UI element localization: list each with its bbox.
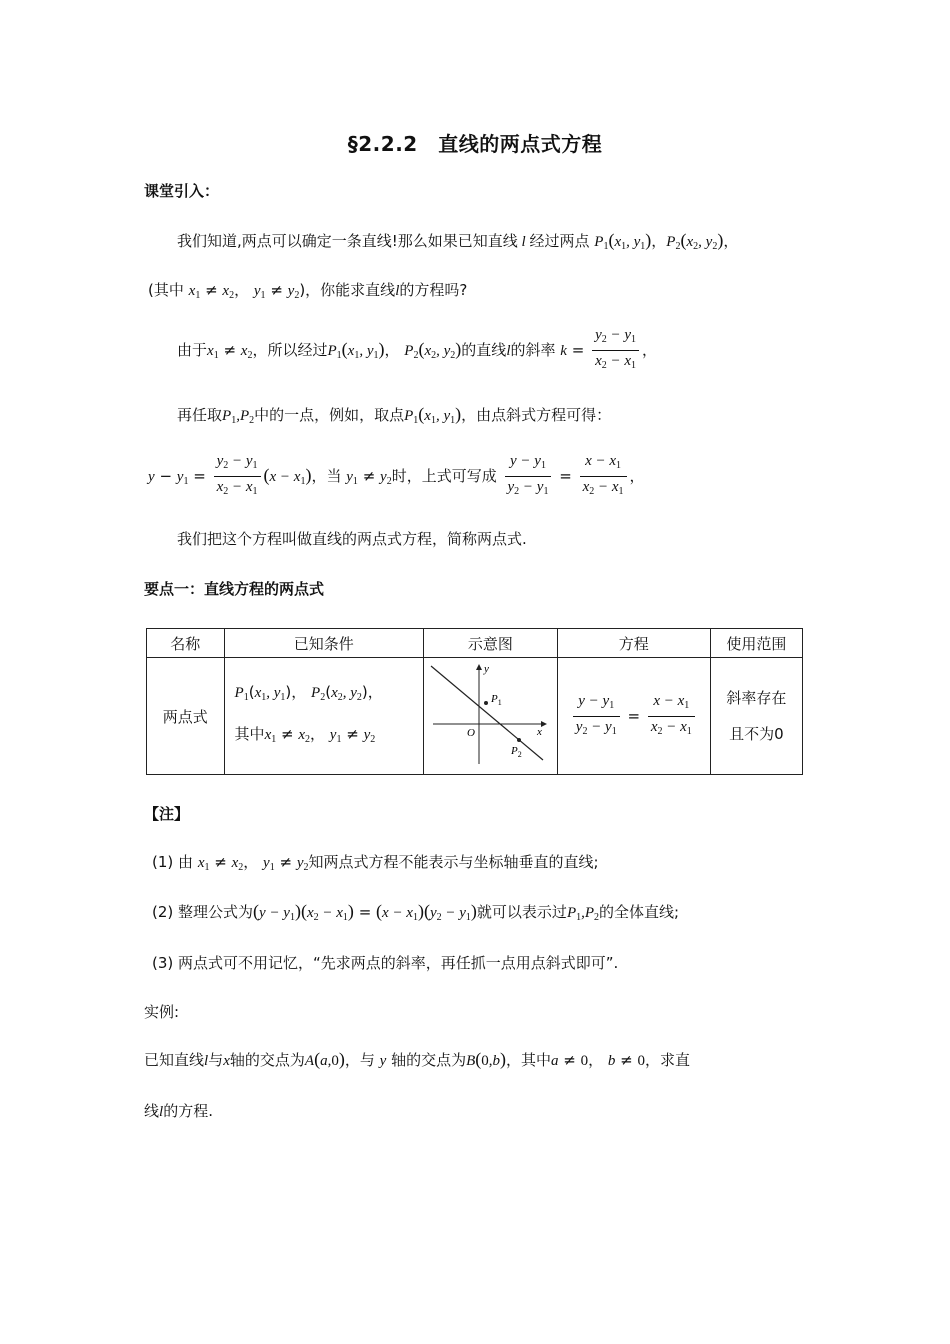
example-h: 线: [144, 1102, 160, 1120]
keypoint-heading: 要点一：直线方程的两点式: [144, 580, 325, 598]
intro-paragraph-2: (其中 $x_1 \ne x_2$， $y_1 \ne y_2$)，你能求直线l的方程吗?: [148, 281, 468, 301]
example-c: 轴的交点为: [229, 1051, 305, 1069]
intro-p3-d: 的斜率: [510, 341, 556, 359]
intro-heading: 课堂引入：: [144, 182, 220, 200]
y-label: y: [483, 663, 489, 675]
example-line-1: 已知直线l与x轴的交点为A(a,0)，与 y 轴的交点为B(0,b)，其中a ≠ 0， b ≠ 0，求直: [144, 1049, 691, 1069]
table-cell-condition: $P_1(x_1$, $y_1$)， $P_2(x_2$, $y_2$)， 其中$x_1 \ne x_2$， $y_1 \ne y_2$: [224, 658, 423, 775]
intro-p3-c: 的直线: [461, 341, 507, 359]
p2-label: $P_2$: [510, 745, 522, 759]
table-cell-name: 两点式: [147, 658, 225, 775]
origin-label: O: [466, 727, 475, 739]
p1-label: $P_1$: [490, 693, 502, 707]
point-p2: [517, 738, 521, 742]
table-header: 使用范围: [710, 629, 802, 658]
table-header: 已知条件: [224, 629, 423, 658]
table-header-row: [147, 629, 803, 658]
note-2: (2) 整理公式为$(y - y_1)(x_2 - x_1) = (x - x_1)(y_2 - y_1)$就可以表示过$P_1,P_2$的全体直线;: [152, 901, 680, 923]
intro-p1-text: 我们知道,两点可以确定一条直线!那么如果已知直线: [177, 232, 518, 250]
example-line-2: 线l的方程.: [144, 1102, 213, 1120]
intro-paragraph-1: 我们知道,两点可以确定一条直线!那么如果已知直线 l 经过两点 $P_1(x_1$, $y_1$)，$P_2(x_2$, $y_2$)，: [177, 230, 739, 252]
line-diagram: [425, 658, 556, 770]
intro-p2-end: )，你能求直线: [299, 281, 396, 299]
table-header: 方程: [557, 629, 710, 658]
intro-p3-b: ，所以经过: [252, 341, 328, 359]
condition-mid: 其中: [234, 725, 265, 743]
example-heading: 实例:: [144, 1003, 180, 1021]
point-p1: [484, 701, 488, 705]
note-2-a: (2) 整理公式为: [152, 903, 254, 921]
y-axis-arrow-icon: [476, 664, 482, 670]
example-b: 与: [208, 1051, 224, 1069]
intro-p1-mid: 经过两点: [529, 232, 590, 250]
table-header: 示意图: [423, 629, 557, 658]
table-header: 名称: [147, 629, 225, 658]
example-e: 轴的交点为: [391, 1051, 467, 1069]
scope-line-2: 且不为0: [729, 725, 784, 743]
example-g: ，求直: [645, 1051, 691, 1069]
example-i: 的方程.: [163, 1102, 213, 1120]
example-f: ，其中: [506, 1051, 552, 1069]
page-title: §2.2.2 直线的两点式方程: [347, 132, 603, 156]
intro-paragraph-5: $y - y_1$ = $\frac{y_2 - y_1}{x_2 - x_1}$ $(x - x_1)$，当 $y_1 \ne y_2$时，上式可写成 $\frac{y - y_1}{y_2 - y_1}$ = $\frac{x - x_1}{x_2 - x_1}$ ，: [148, 453, 645, 497]
intro-p5-b: 时，上式可写成: [391, 467, 497, 485]
note-heading: 【注】: [144, 805, 190, 823]
note-3: (3) 两点式可不用记忆，“先求两点的斜率，再任抓一点用点斜式即可”.: [152, 954, 619, 972]
intro-p4-a: 再任取: [177, 406, 223, 424]
table-cell-equation: $\frac{y - y_1}{y_2 - y_1}$ = $\frac{x - x_1}{x_2 - x_1}$: [557, 658, 710, 775]
table-cell-diagram: [423, 658, 557, 775]
table-row: [147, 658, 803, 775]
example-a: 已知直线: [144, 1051, 205, 1069]
note-1-a: (1) 由: [152, 853, 194, 871]
intro-p4-c: ，由点斜式方程可得：: [461, 406, 612, 424]
intro-paragraph-6: 我们把这个方程叫做直线的两点式方程，简称两点式.: [177, 530, 527, 548]
line-l: [431, 666, 543, 760]
intro-p2-end2: 的方程吗?: [399, 281, 468, 299]
table-cell-scope: [710, 658, 802, 775]
note-2-c: 的全体直线;: [599, 903, 680, 921]
x-axis-arrow-icon: [541, 721, 547, 727]
note-1-b: 知两点式方程不能表示与坐标轴垂直的直线;: [308, 853, 599, 871]
x-label: x: [536, 726, 542, 738]
example-d: ，与: [344, 1051, 375, 1069]
two-point-form-table: [146, 628, 803, 775]
note-1: (1) 由 $x_1 \ne x_2$， $y_1 \ne y_2$知两点式方程不能表示与坐标轴垂直的直线;: [152, 853, 599, 873]
intro-paragraph-3: 由于$x_1 \ne x_2$，所以经过$P_1(x_1$, $y_1$)， $P_2(x_2$, $y_2$)的直线l的斜率 k = $\frac{y_2 - y_1}{x_2 - x_1}$ ，: [177, 327, 658, 371]
intro-paragraph-4: 再任取$P_1,P_2$中的一点，例如，取点$P_1(x_1$, $y_1$)，由点斜式方程可得：: [177, 404, 612, 426]
note-2-b: 就可以表示过: [476, 903, 567, 921]
intro-p2-open: (其中: [148, 281, 184, 299]
scope-line-1: 斜率存在: [726, 689, 787, 707]
intro-p3-a: 由于: [177, 341, 208, 359]
intro-p5-a: ，当: [311, 467, 342, 485]
intro-p4-b: 中的一点，例如，取点: [254, 406, 405, 424]
